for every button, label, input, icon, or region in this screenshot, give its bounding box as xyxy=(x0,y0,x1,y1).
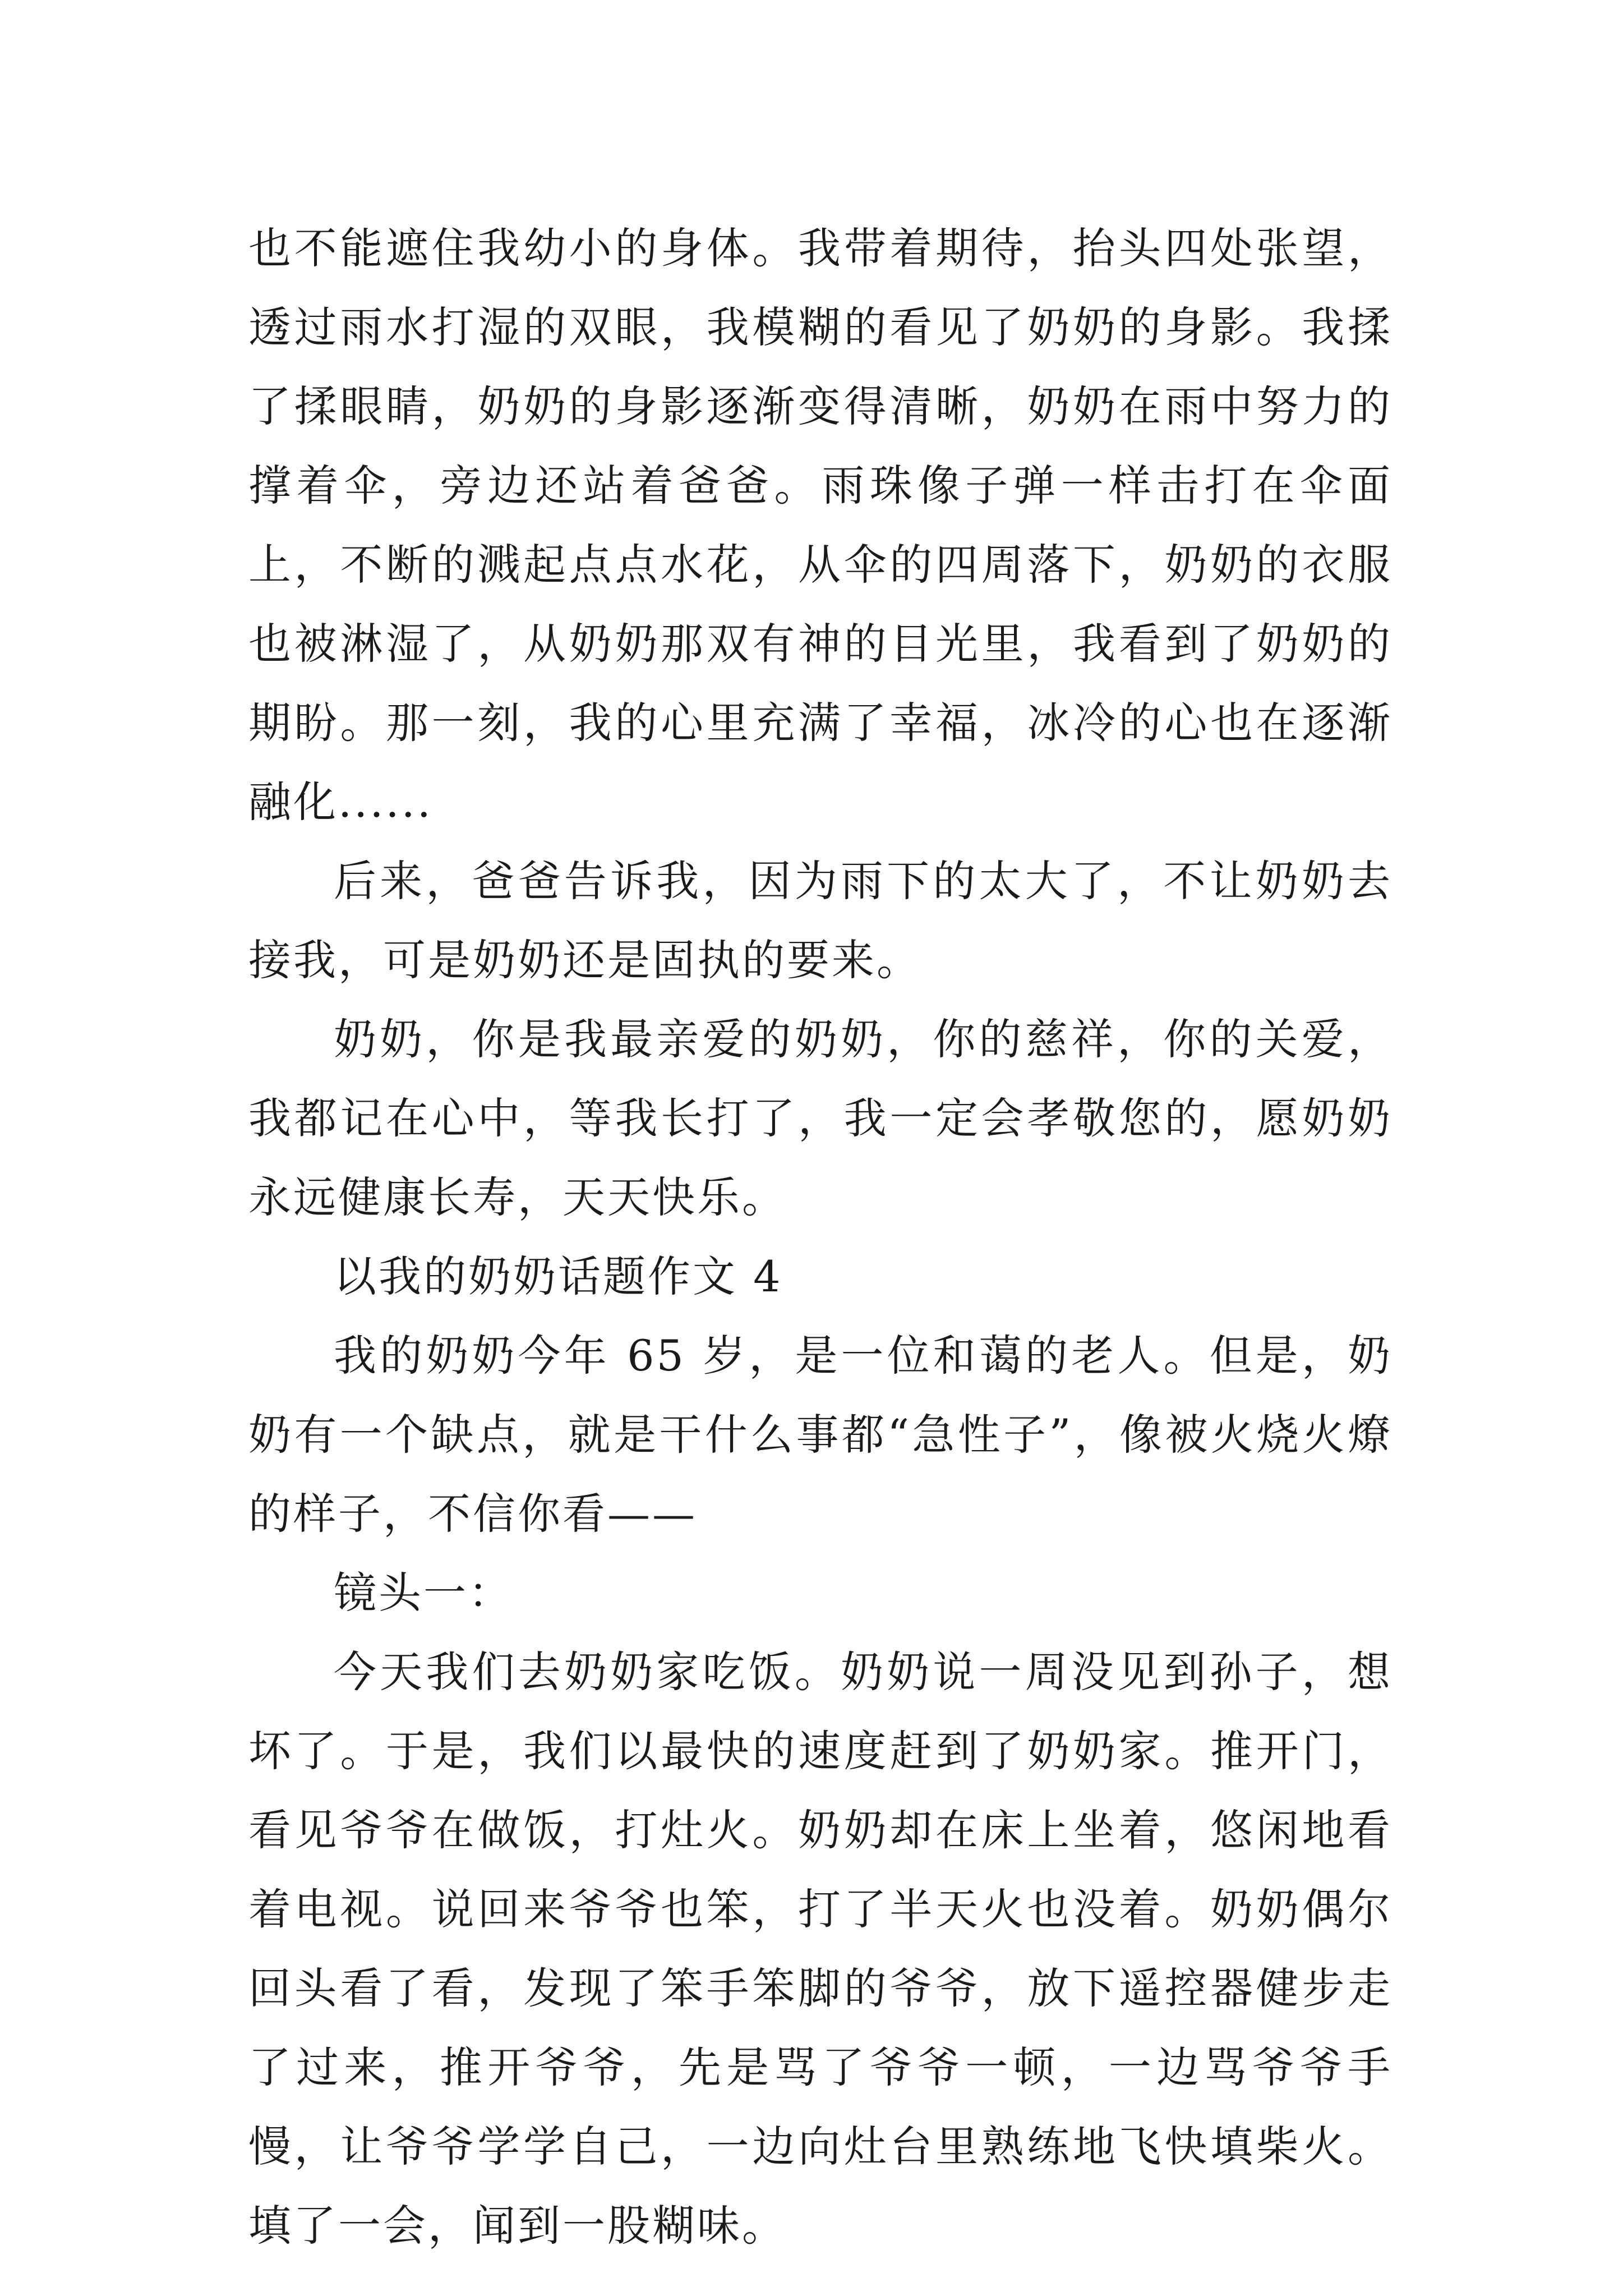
essay-heading: 以我的奶奶话题作文 4 xyxy=(334,1251,783,1301)
scene-label: 镜头一： xyxy=(334,1568,513,1618)
paragraph-continuation: 也不能遮住我幼小的身体。我带着期待，抬头四处张望，透过雨水打湿的双眼，我模糊的看见了奶奶的身影。我揉了揉眼睛，奶奶的身影逐渐变得清晰，奶奶在雨中努力的撑着伞，旁边还站着爸爸。雨珠像子弹一样击打在伞面上，不断的溅起点点水花，从伞的四周落下，奶奶的衣服也被淋湿了，从奶奶那双有神的目光里，我看到了奶奶的期盼。那一刻，我的心里充满了幸福，冰冷的心也在逐渐融化...... xyxy=(248,223,1393,827)
document-body xyxy=(248,209,1393,2265)
paragraph-closing-wish: 奶奶，你是我最亲爱的奶奶，你的慈祥，你的关爱，我都记在心中，等我长打了，我一定会孝敬您的，愿奶奶永远健康长寿，天天快乐。 xyxy=(248,1014,1393,1222)
paragraph-dad-explains: 后来，爸爸告诉我，因为雨下的太大了，不让奶奶去接我，可是奶奶还是固执的要来。 xyxy=(248,856,1393,985)
paragraph-grandma-intro: 我的奶奶今年 65 岁，是一位和蔼的老人。但是，奶奶有一个缺点，就是干什么事都“急性子”，像被火烧火燎的样子，不信你看—— xyxy=(248,1331,1393,1539)
paragraph-scene-one: 今天我们去奶奶家吃饭。奶奶说一周没见到孙子，想坏了。于是，我们以最快的速度赶到了奶奶家。推开门，看见爷爷在做饭，打灶火。奶奶却在床上坐着，悠闲地看着电视。说回来爷爷也笨，打了半天火也没着。奶奶偶尔回头看了看，发现了笨手笨脚的爷爷，放下遥控器健步走了过来，推开爷爷，先是骂了爷爷一顿，一边骂爷爷手慢，让爷爷学学自己，一边向灶台里熟练地飞快填柴火。填了一会，闻到一股糊味。 xyxy=(248,1647,1393,2251)
